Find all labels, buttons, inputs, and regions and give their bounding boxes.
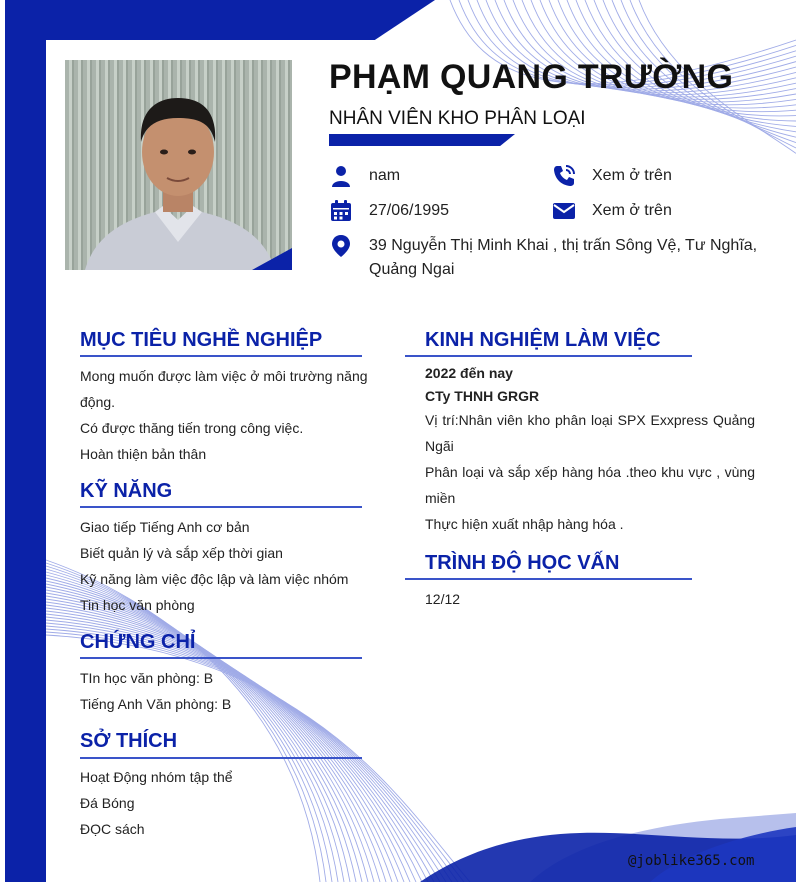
address-value: 39 Nguyễn Thị Minh Khai , thị trấn Sông Vệ, Tư Nghĩa, Quảng Ngai — [369, 237, 758, 278]
calendar-icon — [329, 199, 353, 223]
skill-line: Tin học văn phòng — [80, 597, 195, 613]
left-accent-bar — [5, 0, 46, 882]
skill-line: Biết quản lý và sắp xếp thời gian — [80, 545, 283, 561]
skill-line: Giao tiếp Tiếng Anh cơ bản — [80, 519, 250, 535]
skills-content — [80, 514, 380, 618]
skills-divider — [80, 506, 362, 508]
education-title: TRÌNH ĐỘ HỌC VẤN — [425, 552, 620, 574]
certificate-line: TIn học văn phòng: B — [80, 670, 214, 686]
top-accent-bar — [5, 0, 435, 40]
hobbies-divider — [80, 757, 362, 759]
watermark: @joblike365.com — [628, 853, 755, 869]
experience-divider — [405, 355, 692, 357]
experience-line: Thực hiện xuất nhập hàng hóa . — [425, 516, 624, 532]
phone-value: Xem ở trên — [592, 167, 672, 184]
education-divider — [405, 578, 692, 580]
phone-icon — [552, 164, 576, 188]
info-birthdate — [329, 199, 449, 223]
education-line: 12/12 — [425, 591, 461, 607]
info-gender — [329, 164, 400, 188]
location-pin-icon — [329, 234, 353, 258]
objective-line: Hoàn thiện bản thân — [80, 446, 207, 462]
profile-photo — [65, 60, 292, 270]
hobbies-content — [80, 764, 380, 842]
experience-line: Phân loại và sắp xếp hàng hóa .theo khu vực , vùng miền — [425, 464, 755, 506]
skill-line: Kỹ năng làm việc độc lập và làm việc nhóm — [80, 571, 349, 587]
experience-content — [425, 361, 755, 537]
corner-wave-decoration — [420, 805, 796, 882]
objective-line: Có được thăng tiến trong công việc. — [80, 420, 304, 436]
envelope-icon — [552, 199, 576, 223]
experience-title: KINH NGHIỆM LÀM VIỆC — [425, 329, 661, 351]
person-portrait-icon — [65, 60, 292, 270]
gender-value: nam — [369, 167, 401, 184]
candidate-name: PHẠM QUANG TRƯỜNG — [329, 58, 734, 96]
title-underline — [329, 134, 515, 146]
skills-title: KỸ NĂNG — [80, 480, 173, 502]
certificates-title: CHỨNG CHỈ — [80, 631, 196, 653]
hobby-line: ĐỌC sách — [80, 821, 145, 837]
objective-divider — [80, 355, 362, 357]
user-icon — [329, 164, 353, 188]
birthdate-value: 27/06/1995 — [369, 202, 450, 219]
hobbies-title: SỞ THÍCH — [80, 730, 178, 752]
email-value: Xem ở trên — [592, 202, 672, 219]
experience-period: 2022 đến nay — [425, 365, 513, 381]
info-address — [329, 234, 759, 282]
experience-company: CTy THNH GRGR — [425, 388, 540, 404]
objective-content — [80, 363, 380, 467]
certificates-divider — [80, 657, 362, 659]
objective-line: Mong muốn được làm việc ở môi trường năng động. — [80, 368, 368, 410]
certificate-line: Tiếng Anh Văn phòng: B — [80, 696, 232, 712]
job-title: NHÂN VIÊN KHO PHÂN LOẠI — [329, 108, 586, 129]
objective-title: MỤC TIÊU NGHỀ NGHIỆP — [80, 329, 323, 351]
hobby-line: Hoạt Động nhóm tập thể — [80, 769, 233, 785]
education-content — [425, 586, 755, 612]
hobby-line: Đá Bóng — [80, 795, 135, 811]
info-phone — [552, 164, 672, 188]
info-email — [552, 199, 672, 223]
certificates-content — [80, 665, 380, 717]
experience-line: Vị trí:Nhân viên kho phân loại SPX Exxpress Quảng Ngãi — [425, 412, 755, 454]
